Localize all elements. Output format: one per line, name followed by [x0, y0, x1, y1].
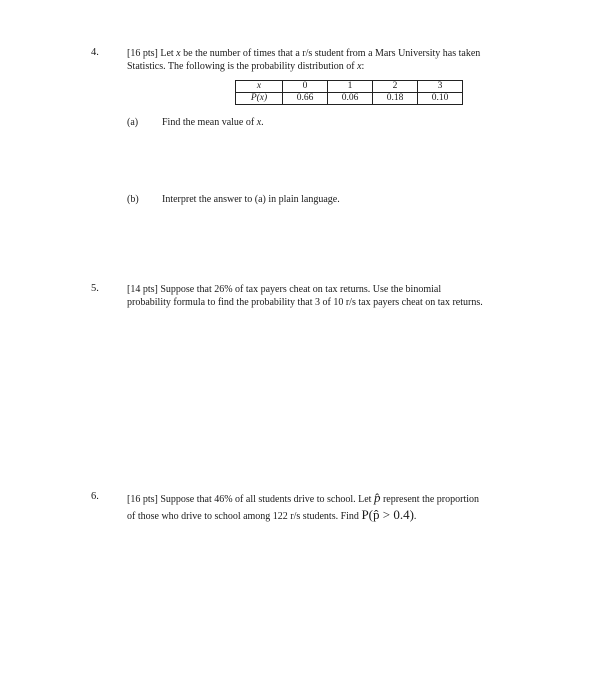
q4-number: 4.: [91, 47, 99, 58]
q6-points: [16 pts]: [127, 494, 158, 505]
table-cell: 2: [373, 81, 418, 93]
q4-line-1: [16 pts] Let x be the number of times that a r/s student from a Mars University has taken: [127, 48, 481, 59]
q4-part-b-text: Interpret the answer to (a) in plain language.: [162, 194, 340, 205]
q4-part-b-label: (b): [127, 194, 139, 205]
table-row-x: [236, 81, 463, 93]
table-cell: 0.66: [283, 93, 328, 105]
table-cell: 1: [328, 81, 373, 93]
q4-part-a-label: (a): [127, 117, 139, 128]
table-cell: 0.06: [328, 93, 373, 105]
probability-distribution-table: [235, 80, 463, 105]
q4-variable: x: [176, 48, 181, 59]
probability-expression: P(p̂ > 0.4): [361, 507, 414, 522]
q4-part-a-text: Find the mean value of x.: [162, 117, 264, 128]
q6-line-1: [16 pts] Suppose that 46% of all students drive to school. Let p̂ represent the proportion: [127, 490, 480, 505]
table-cell: 0.18: [373, 93, 418, 105]
q5-points: [14 pts]: [127, 284, 158, 295]
q5-line-2: probability formula to find the probability that 3 of 10 r/s tax payers cheat on tax returns.: [127, 297, 483, 308]
p-hat-symbol: p̂: [373, 490, 381, 505]
table-cell: 0: [283, 81, 328, 93]
table-header-x: x: [236, 81, 283, 93]
q5-line-1: [14 pts] Suppose that 26% of tax payers cheat on tax returns. Use the binomial: [127, 284, 442, 295]
q6-line-2: of those who drive to school among 122 r/s students. Find P(p̂ > 0.4).: [127, 507, 417, 522]
q5-number: 5.: [91, 283, 99, 294]
q4-line-2: Statistics. The following is the probability distribution of x:: [127, 61, 365, 72]
table-cell: 3: [418, 81, 463, 93]
table-cell: 0.10: [418, 93, 463, 105]
q4-points: [16 pts]: [127, 48, 158, 59]
table-row-p: [236, 93, 463, 105]
table-header-px: P(x): [236, 93, 283, 105]
q6-number: 6.: [91, 491, 99, 502]
